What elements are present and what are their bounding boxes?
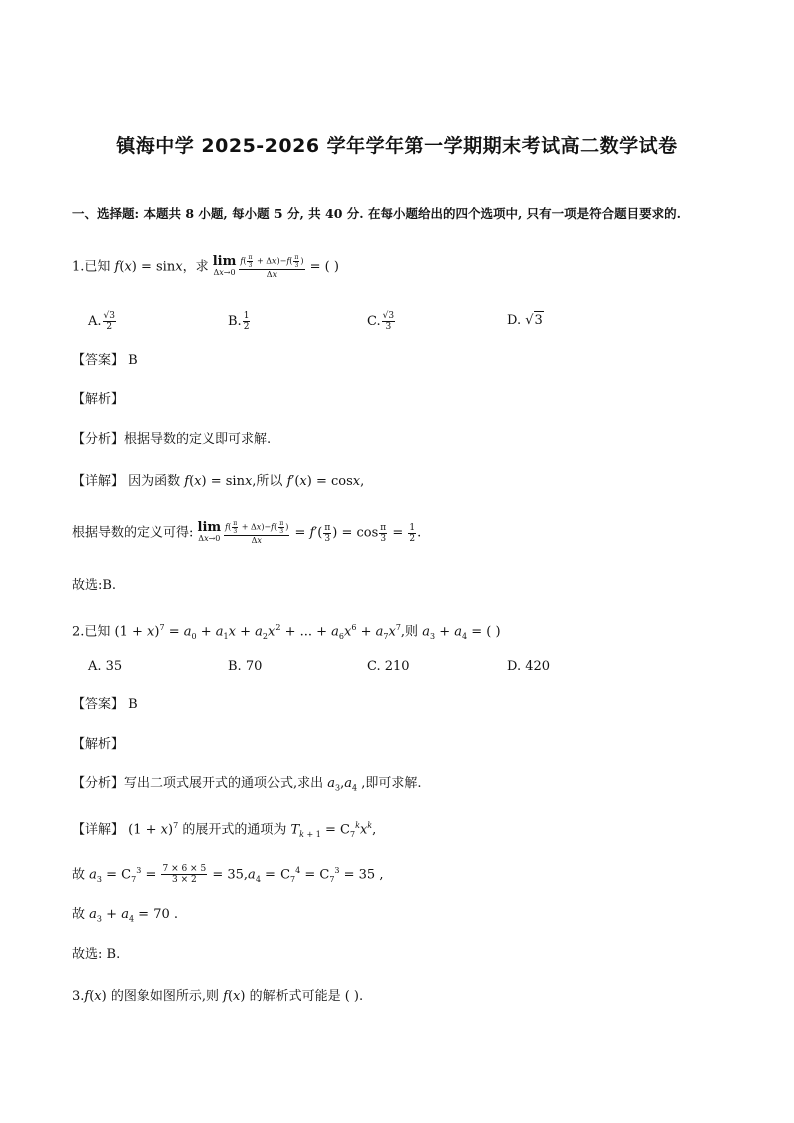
q1-choice: 故选:B. (72, 578, 117, 593)
q1-option-d: D. √3 (507, 313, 543, 328)
q2-choice: 故选: B. (72, 947, 121, 962)
q1-analysis-label: 【解析】 (72, 392, 125, 407)
q1-mid: ，求 (182, 259, 209, 275)
q2-detail: 【详解】 $(1 + x)^7$ 的展开式的通项为 $T_{k + 1} = C_7^kx^k$, (72, 821, 377, 839)
q1-option-c: C. $\frac{√3}{3}$ (367, 311, 395, 332)
q2-option-d: D. 420 (507, 659, 551, 674)
q1-fenxi: 【分析】根据导数的定义即可求解. (72, 432, 272, 447)
q2-option-b: B. 70 (228, 659, 263, 674)
q1-option-a: A. $\frac{√3}{2}$ (88, 311, 115, 332)
q2-answer: 【答案】 B (72, 697, 138, 712)
q1-answer: 【答案】 B (72, 353, 138, 368)
q1-suffix: = ( ) (309, 259, 339, 275)
q1-option-b: B. $\frac{1}{2}$ (228, 311, 250, 332)
q1-derivation: 根据导数的定义可得: lim Δx→0 f( $\frac{\pi}{3}$ + Δx)−f( $\frac{\pi}{3}$ ) Δx = f′( $\frac{\pi}{3}$ ) = cos $\frac{\pi}{3}$ = $\frac{1}{2}$ . (72, 520, 422, 545)
q1-prefix: 1.已知 (72, 259, 111, 275)
question-2: 2.已知 $(1 + x)^7 = a_0 + a_1x + a_2x^2$ + ... + $a_6x^6 + a_7x^7$,则 $a_3 + a_4$ = ( ) (72, 623, 501, 641)
q2-calc-1: 故 $a_3 = C_7^3$ = $\frac{7 \times 6 \times 5}{3 \times 2}$ = $35,a_4 = C_7^4 = C_7^3 = 35$ , (72, 864, 384, 886)
q2-calc-2: 故 $a_3 + a_4 = 70$ . (72, 907, 179, 924)
q2-option-c: C. 210 (367, 659, 410, 674)
q2-fenxi: 【分析】写出二项式展开式的通项公式,求出 $a_3,a_4$ ,即可求解. (72, 776, 422, 793)
question-1: 1.已知 f(x) = sinx，求 lim Δx→0 f( $\frac{\pi}{3}$ + Δx)−f( $\frac{\pi}{3}$ ) Δx = ( ) (72, 254, 339, 279)
exam-title: 镇海中学 2025-2026 学年学年第一学期期末考试高二数学试卷 (116, 135, 678, 157)
q2-option-a: A. 35 (88, 659, 123, 674)
q1-detail: 【详解】 因为函数 f(x) = sinx,所以 f′(x) = cosx, (72, 474, 365, 489)
section-heading: 一、选择题: 本题共 8 小题, 每小题 5 分, 共 40 分. 在每小题给出的四个选项中, 只有一项是符合题目要求的. (72, 206, 682, 221)
question-3: 3.f(x) 的图象如图所示,则 f(x) 的解析式可能是 ( ). (72, 989, 364, 1004)
q2-analysis-label: 【解析】 (72, 737, 125, 752)
